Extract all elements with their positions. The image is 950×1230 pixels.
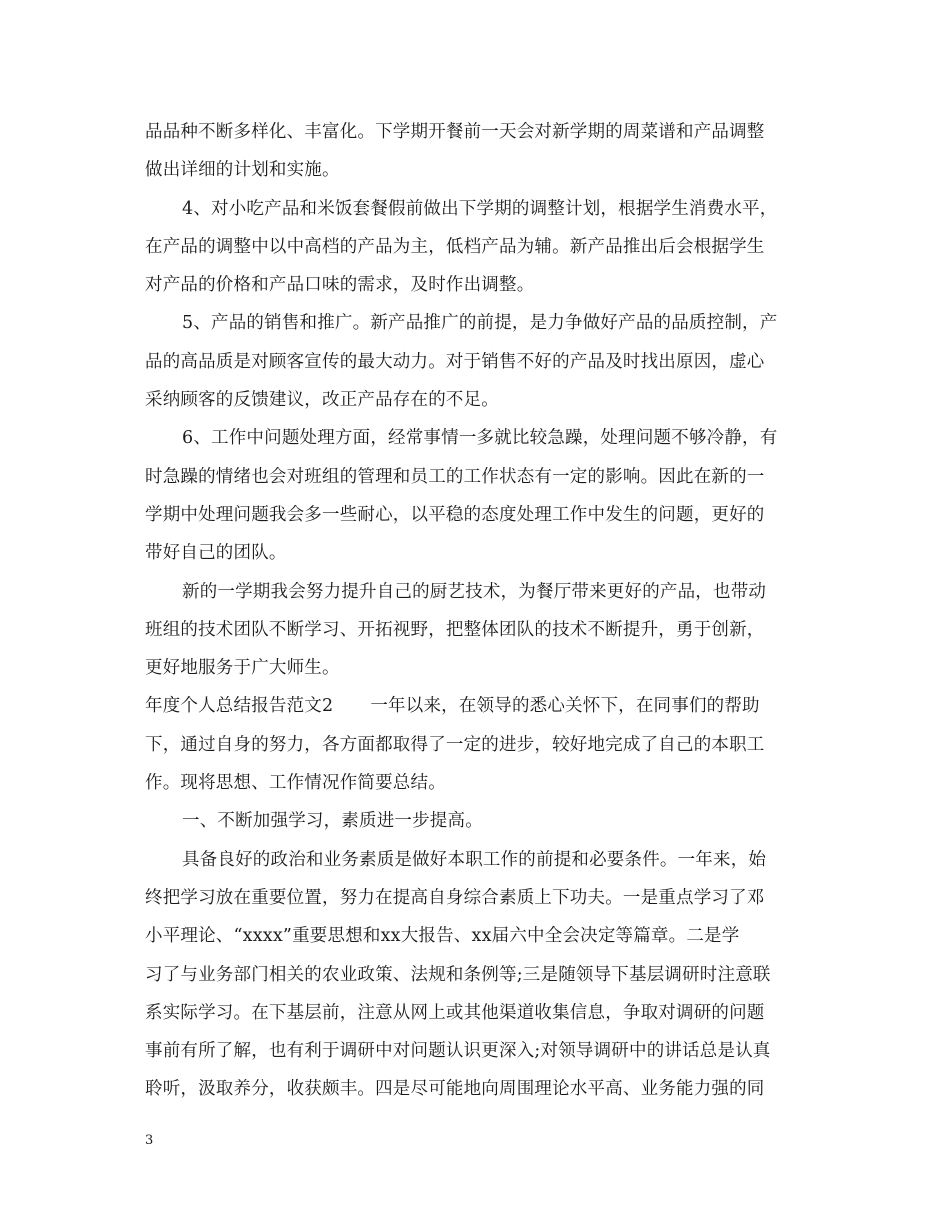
- text-line: 4、对小吃产品和米饭套餐假前做出下学期的调整计划，根据学生消费水平，: [182, 198, 778, 219]
- text-line: 系实际学习。在下基层前，注意从网上或其他渠道收集信息，争取对调研的问题: [145, 1002, 765, 1023]
- text-line: 下，通过自身的努力，各方面都取得了一定的进步，较好地完成了自己的本职工: [145, 734, 765, 755]
- text-line: 作。现将思想、工作情况作简要总结。: [145, 773, 446, 794]
- text-line: 在产品的调整中以中高档的产品为主，低档产品为辅。新产品推出后会根据学生: [145, 236, 765, 257]
- text-line: 终把学习放在重要位置，努力在提高自身综合素质上下功夫。一是重点学习了邓: [145, 887, 765, 908]
- text-line: 采纳顾客的反馈建议，改正产品存在的不足。: [145, 390, 499, 411]
- text-line: 新的一学期我会努力提升自己的厨艺技术，为餐厅带来更好的产品，也带动: [182, 581, 767, 602]
- text-line: 班组的技术团队不断学习、开拓视野，把整体团队的技术不断提升，勇于创新，: [145, 619, 765, 640]
- text-line: 品的高品质是对顾客宣传的最大动力。对于销售不好的产品及时找出原因，虚心: [145, 351, 765, 372]
- section-heading-line: [145, 687, 810, 725]
- text-line: 一年以来，在领导的悉心关怀下，在同事们的帮助: [370, 696, 760, 717]
- text-line: 带好自己的团队。: [145, 543, 287, 564]
- page-number: 3: [145, 1133, 154, 1148]
- text-line: 聆听，汲取养分，收获颇丰。四是尽可能地向周围理论水平高、业务能力强的同: [145, 1079, 765, 1100]
- text-line: 习了与业务部门相关的农业政策、法规和条例等;三是随领导下基层调研时注意联: [145, 964, 771, 985]
- subheading-line: 一、不断加强学习，素质进一步提高。: [182, 811, 483, 832]
- section-heading: 年度个人总结报告范文2: [145, 696, 334, 717]
- text-line: 学期中处理问题我会多一些耐心，以平稳的态度处理工作中发生的问题，更好的: [145, 504, 765, 525]
- text-line: 具备良好的政治和业务素质是做好本职工作的前提和必要条件。一年来，始: [182, 849, 767, 870]
- text-line: 对产品的价格和产品口味的需求，及时作出调整。: [145, 275, 535, 296]
- text-line: 做出详细的计划和实施。: [145, 160, 340, 181]
- document-body: [145, 113, 810, 1109]
- text-line: 更好地服务于广大师生。: [145, 658, 340, 679]
- text-line: 品品种不断多样化、丰富化。下学期开餐前一天会对新学期的周菜谱和产品调整: [145, 122, 765, 142]
- text-line: 事前有所了解，也有利于调研中对问题认识更深入;对领导调研中的讲话总是认真: [145, 1041, 771, 1062]
- text-line: 小平理论、“xxxx”重要思想和xx大报告、xx届六中全会决定等篇章。二是学: [145, 926, 740, 947]
- text-line: 时急躁的情绪也会对班组的管理和员工的工作状态有一定的影响。因此在新的一: [145, 466, 765, 487]
- text-line: 6、工作中问题处理方面，经常事情一多就比较急躁，处理问题不够冷静，有: [182, 428, 778, 449]
- text-line: 5、产品的销售和推广。新产品推广的前提，是力争做好产品的品质控制，产: [182, 313, 778, 334]
